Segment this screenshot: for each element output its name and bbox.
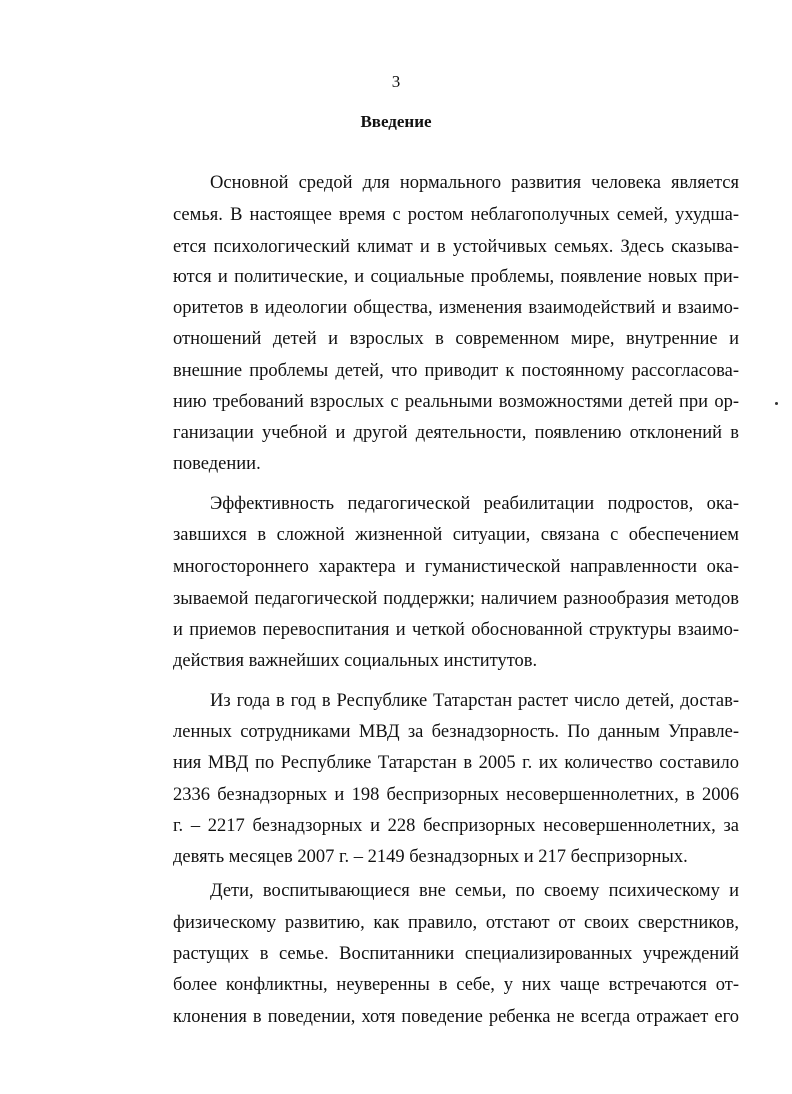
page-heading: Введение: [360, 112, 432, 131]
text-line: г. – 2217 безнадзорных и 228 беспризорных несовершеннолетних, за: [173, 816, 739, 836]
scan-speck: [775, 402, 778, 405]
text-line: многостороннего характера и гуманистической направленности ока-: [173, 557, 739, 577]
text-line: оритетов в идеологии общества, изменения взаимодействий и взаимо-: [173, 298, 739, 318]
text-line: Из года в год в Республике Татарстан растет число детей, достав-: [210, 691, 739, 711]
text-line: 2336 безнадзорных и 198 беспризорных несовершеннолетних, в 2006: [173, 785, 739, 805]
text-line: ется психологический климат и в устойчивых семьях. Здесь сказыва-: [173, 237, 739, 257]
text-line: ются и политические, и социальные проблемы, появление новых при-: [173, 267, 739, 287]
text-line: отношений детей и взрослых в современном мире, внутренние и: [173, 329, 739, 349]
text-line: поведении.: [173, 454, 261, 474]
text-line: нию требований взрослых с реальными возможностями детей при ор-: [173, 392, 739, 412]
text-line: Основной средой для нормального развития человека является: [210, 173, 739, 193]
text-line: более конфликтны, неуверенны в себе, у них чаще встречаются от-: [173, 975, 739, 995]
text-line: девять месяцев 2007 г. – 2149 безнадзорных и 217 беспризорных.: [173, 847, 688, 867]
text-line: действия важнейших социальных институтов.: [173, 651, 538, 671]
text-line: ленных сотрудниками МВД за безнадзорность. По данным Управле-: [173, 722, 739, 742]
text-line: зываемой педагогической поддержки; наличием разнообразия методов: [173, 589, 739, 609]
text-line: физическому развитию, как правило, отстают от своих сверстников,: [173, 913, 739, 933]
text-line: и приемов перевоспитания и четкой обоснованной структуры взаимо-: [173, 620, 739, 640]
text-line: Эффективность педагогической реабилитации подростов, ока-: [210, 494, 739, 514]
text-line: клонения в поведении, хотя поведение ребенка не всегда отражает его: [173, 1007, 739, 1027]
text-line: ганизации учебной и другой деятельности, появлению отклонений в: [173, 423, 739, 443]
text-line: Дети, воспитывающиеся вне семьи, по своему психическому и: [210, 881, 739, 901]
text-line: завшихся в сложной жизненной ситуации, связана с обеспечением: [173, 525, 739, 545]
text-line: ния МВД по Республике Татарстан в 2005 г. их количество составило: [173, 753, 739, 773]
text-line: растущих в семье. Воспитанники специализированных учреждений: [173, 944, 739, 964]
text-line: внешние проблемы детей, что приводит к постоянному рассогласова-: [173, 361, 739, 381]
text-line: семья. В настоящее время с ростом неблагополучных семей, ухудша-: [173, 205, 739, 225]
page-number: 3: [391, 72, 401, 91]
